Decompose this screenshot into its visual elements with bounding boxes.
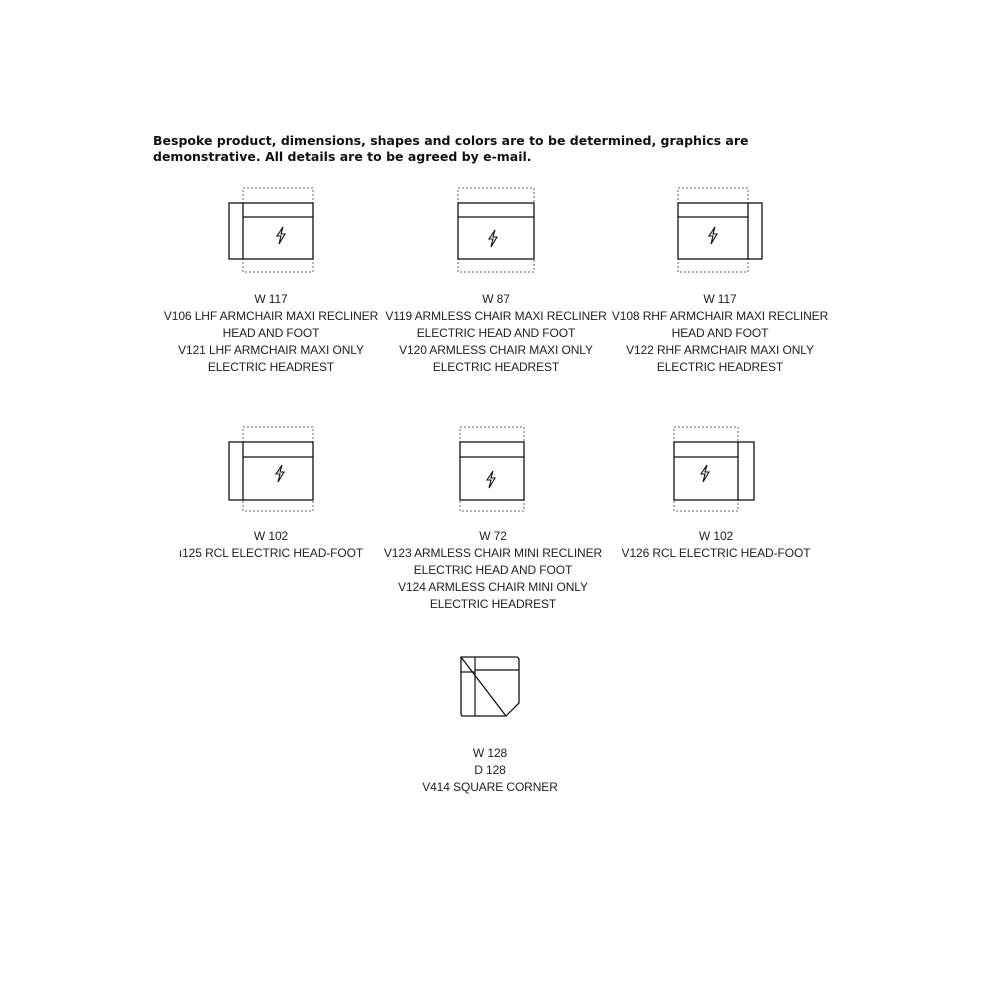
description-line: V126 RCL ELECTRIC HEAD-FOOT bbox=[621, 546, 811, 560]
description-line: V414 SQUARE CORNER bbox=[422, 780, 558, 794]
rhf-rcl-recliner-icon bbox=[671, 425, 761, 513]
description-line: V121 LHF ARMCHAIR MAXI ONLY bbox=[178, 343, 364, 357]
width-label: W 87 bbox=[482, 292, 510, 306]
description-line: V108 RHF ARMCHAIR MAXI RECLINER bbox=[611, 309, 829, 323]
product-v119-armless-chair bbox=[366, 186, 626, 376]
width-label: W 72 bbox=[479, 529, 507, 543]
description-line: V123 ARMLESS CHAIR MINI RECLINER bbox=[383, 546, 603, 560]
width-label: W 128 bbox=[472, 746, 508, 760]
product-v125-rcl bbox=[141, 425, 401, 562]
description-line: ELECTRIC HEADREST bbox=[432, 360, 560, 374]
description-line: V106 LHF ARMCHAIR MAXI RECLINER bbox=[163, 309, 379, 323]
lhf-armchair-recliner-icon bbox=[226, 186, 316, 274]
description-line: ELECTRIC HEADREST bbox=[207, 360, 335, 374]
product-v126-rcl bbox=[586, 425, 846, 562]
description-line: ELECTRIC HEADREST bbox=[429, 597, 557, 611]
description-line: V120 ARMLESS CHAIR MAXI ONLY bbox=[399, 343, 593, 357]
product-v106-lhf-armchair bbox=[141, 186, 401, 376]
description-line: HEAD AND FOOT bbox=[222, 326, 320, 340]
disclaimer-line-1: Bespoke product, dimensions, shapes and colors are to be determined, graphics are bbox=[153, 133, 749, 148]
description-line: ELECTRIC HEAD AND FOOT bbox=[416, 326, 576, 340]
product-v123-armless-chair-mini bbox=[363, 425, 623, 613]
product-v108-rhf-armchair bbox=[590, 186, 850, 376]
disclaimer-note bbox=[153, 133, 833, 165]
armless-chair-mini-recliner-icon bbox=[458, 425, 528, 513]
description-line: HEAD AND FOOT bbox=[671, 326, 769, 340]
description-line: V119 ARMLESS CHAIR MAXI RECLINER bbox=[385, 309, 607, 323]
disclaimer-line-2: demonstrative. All details are to be agreed by e-mail. bbox=[153, 149, 532, 164]
armless-chair-recliner-icon bbox=[456, 186, 536, 274]
square-corner-icon bbox=[458, 655, 522, 719]
description-line: ı125 RCL ELECTRIC HEAD-FOOT bbox=[178, 546, 364, 560]
width-label: W 117 bbox=[703, 292, 737, 306]
width-label: W 102 bbox=[253, 529, 289, 543]
description-line: V124 ARMLESS CHAIR MINI ONLY bbox=[398, 580, 588, 594]
description-line: ELECTRIC HEADREST bbox=[656, 360, 784, 374]
width-label: W 117 bbox=[254, 292, 288, 306]
lhf-rcl-recliner-icon bbox=[226, 425, 316, 513]
depth-label: D 128 bbox=[474, 763, 506, 777]
rhf-armchair-recliner-icon bbox=[675, 186, 765, 274]
product-v414-square-corner bbox=[360, 655, 620, 796]
description-line: V122 RHF ARMCHAIR MAXI ONLY bbox=[626, 343, 814, 357]
width-label: W 102 bbox=[698, 529, 734, 543]
description-line: ELECTRIC HEAD AND FOOT bbox=[413, 563, 573, 577]
